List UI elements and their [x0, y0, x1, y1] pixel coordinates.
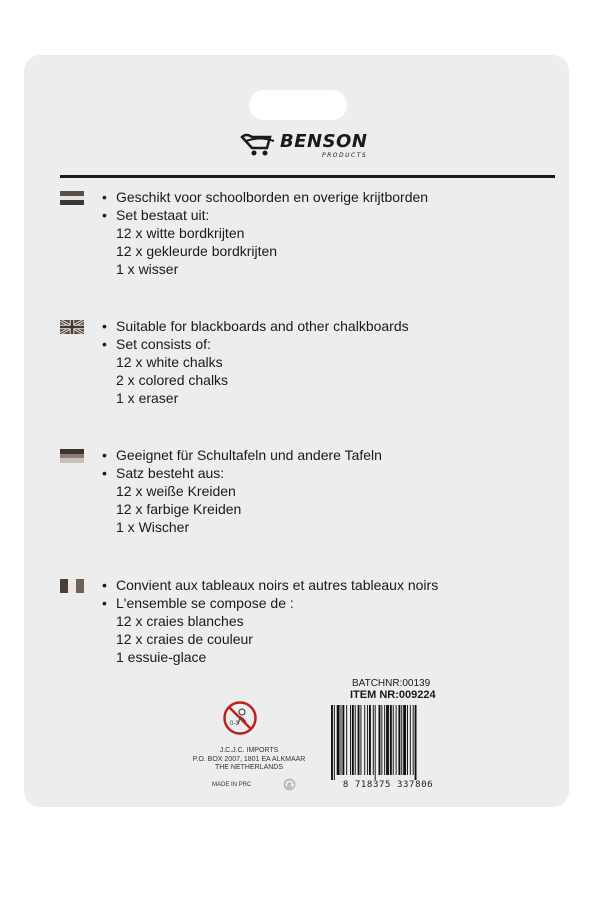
brand-name: BENSON [280, 131, 368, 152]
section-dutch [60, 188, 520, 283]
packaging-card [24, 55, 569, 807]
barcode-bar [396, 705, 397, 775]
bullet: • [102, 207, 107, 223]
bullet: • [102, 595, 107, 611]
barcode-bar [337, 705, 340, 775]
barcode-bar [375, 705, 376, 780]
list-item: 1 x eraser [116, 390, 179, 406]
item-number: ITEM NR:009224 [350, 689, 436, 701]
text-line: Set bestaat uit: [116, 207, 210, 223]
barcode-bar [401, 705, 402, 775]
list-item: 1 x wisser [116, 261, 179, 277]
bullet: • [102, 465, 107, 481]
made-in-label: MADE IN PRC [212, 782, 252, 788]
importer-name: J.C.J.C. IMPORTS [219, 747, 279, 754]
barcode-bar [355, 705, 356, 775]
barcode-bar [379, 705, 381, 775]
brand-subtitle: PRODUCTS [322, 152, 368, 159]
barcode-bar [403, 705, 406, 775]
importer-street: P.O. BOX 2007, 1801 EA ALKMAAR [192, 755, 306, 763]
barcode-bar [352, 705, 354, 775]
list-item: 2 x colored chalks [116, 372, 229, 388]
barcode-bar [410, 705, 411, 775]
list-item: 12 x white chalks [116, 354, 223, 370]
shopping-cart-icon [240, 131, 278, 159]
hang-hole [249, 90, 347, 120]
netherlands-flag-icon [60, 191, 84, 205]
text-line: Geschikt voor schoolborden en overige krijtborden [116, 189, 429, 205]
barcode-bar [341, 705, 342, 775]
list-item: 12 x witte bordkrijten [116, 225, 245, 241]
barcode-bar [342, 705, 344, 775]
bullet: • [102, 318, 107, 334]
text-line: Set consists of: [116, 336, 211, 352]
bullet: • [102, 447, 107, 463]
brand-logo [240, 131, 390, 161]
text-line: Geeignet für Schultafeln und andere Tafeln [116, 447, 382, 463]
recycle-icon [283, 778, 296, 791]
barcode-bar [393, 705, 394, 775]
text-line: L'ensemble se compose de : [116, 595, 294, 611]
warning-age-label: 0-3 [230, 721, 239, 727]
barcode-bar [346, 705, 347, 775]
importer-address [164, 747, 334, 773]
barcode-bar [350, 705, 351, 775]
age-warning-icon [222, 700, 258, 736]
barcode [329, 705, 447, 780]
barcode-bar [407, 705, 408, 775]
importer-country: THE NETHERLANDS [214, 764, 284, 771]
barcode-bar [364, 705, 365, 775]
bullet: • [102, 336, 107, 352]
text-line: Convient aux tableaux noirs et autres tableaux noirs [116, 577, 439, 593]
list-item: 1 essuie-glace [116, 649, 207, 665]
barcode-bar [360, 705, 361, 775]
barcode-bar [381, 705, 382, 775]
barcode-bar [398, 705, 400, 775]
list-item: 12 x gekleurde bordkrijten [116, 243, 278, 259]
barcode-bar [373, 705, 374, 775]
barcode-bar [358, 705, 360, 775]
bullet: • [102, 577, 107, 593]
barcode-bar [369, 705, 371, 775]
list-item: 1 x Wischer [116, 519, 190, 535]
text-line: Suitable for blackboards and other chalkboards [116, 318, 409, 334]
uk-flag-icon [60, 320, 84, 334]
germany-flag-icon [60, 449, 84, 463]
batch-number: BATCHNR:00139 [352, 678, 431, 689]
divider [60, 175, 555, 178]
barcode-bar [413, 705, 414, 775]
france-flag-icon [60, 579, 84, 593]
barcode-bar [415, 705, 417, 780]
list-item: 12 x craies de couleur [116, 631, 253, 647]
barcode-bar [384, 705, 385, 775]
list-item: 12 x farbige Kreiden [116, 501, 242, 517]
section-french [60, 576, 520, 671]
bullet: • [102, 189, 107, 205]
list-item: 12 x weiße Kreiden [116, 483, 236, 499]
section-german [60, 446, 520, 541]
section-english [60, 317, 520, 412]
barcode-bar [390, 705, 392, 775]
barcode-bar [367, 705, 368, 775]
barcode-digits: 8 718375 337806 [342, 780, 434, 790]
list-item: 12 x craies blanches [116, 613, 244, 629]
text-line: Satz besteht aus: [116, 465, 225, 481]
barcode-bar [386, 705, 389, 775]
